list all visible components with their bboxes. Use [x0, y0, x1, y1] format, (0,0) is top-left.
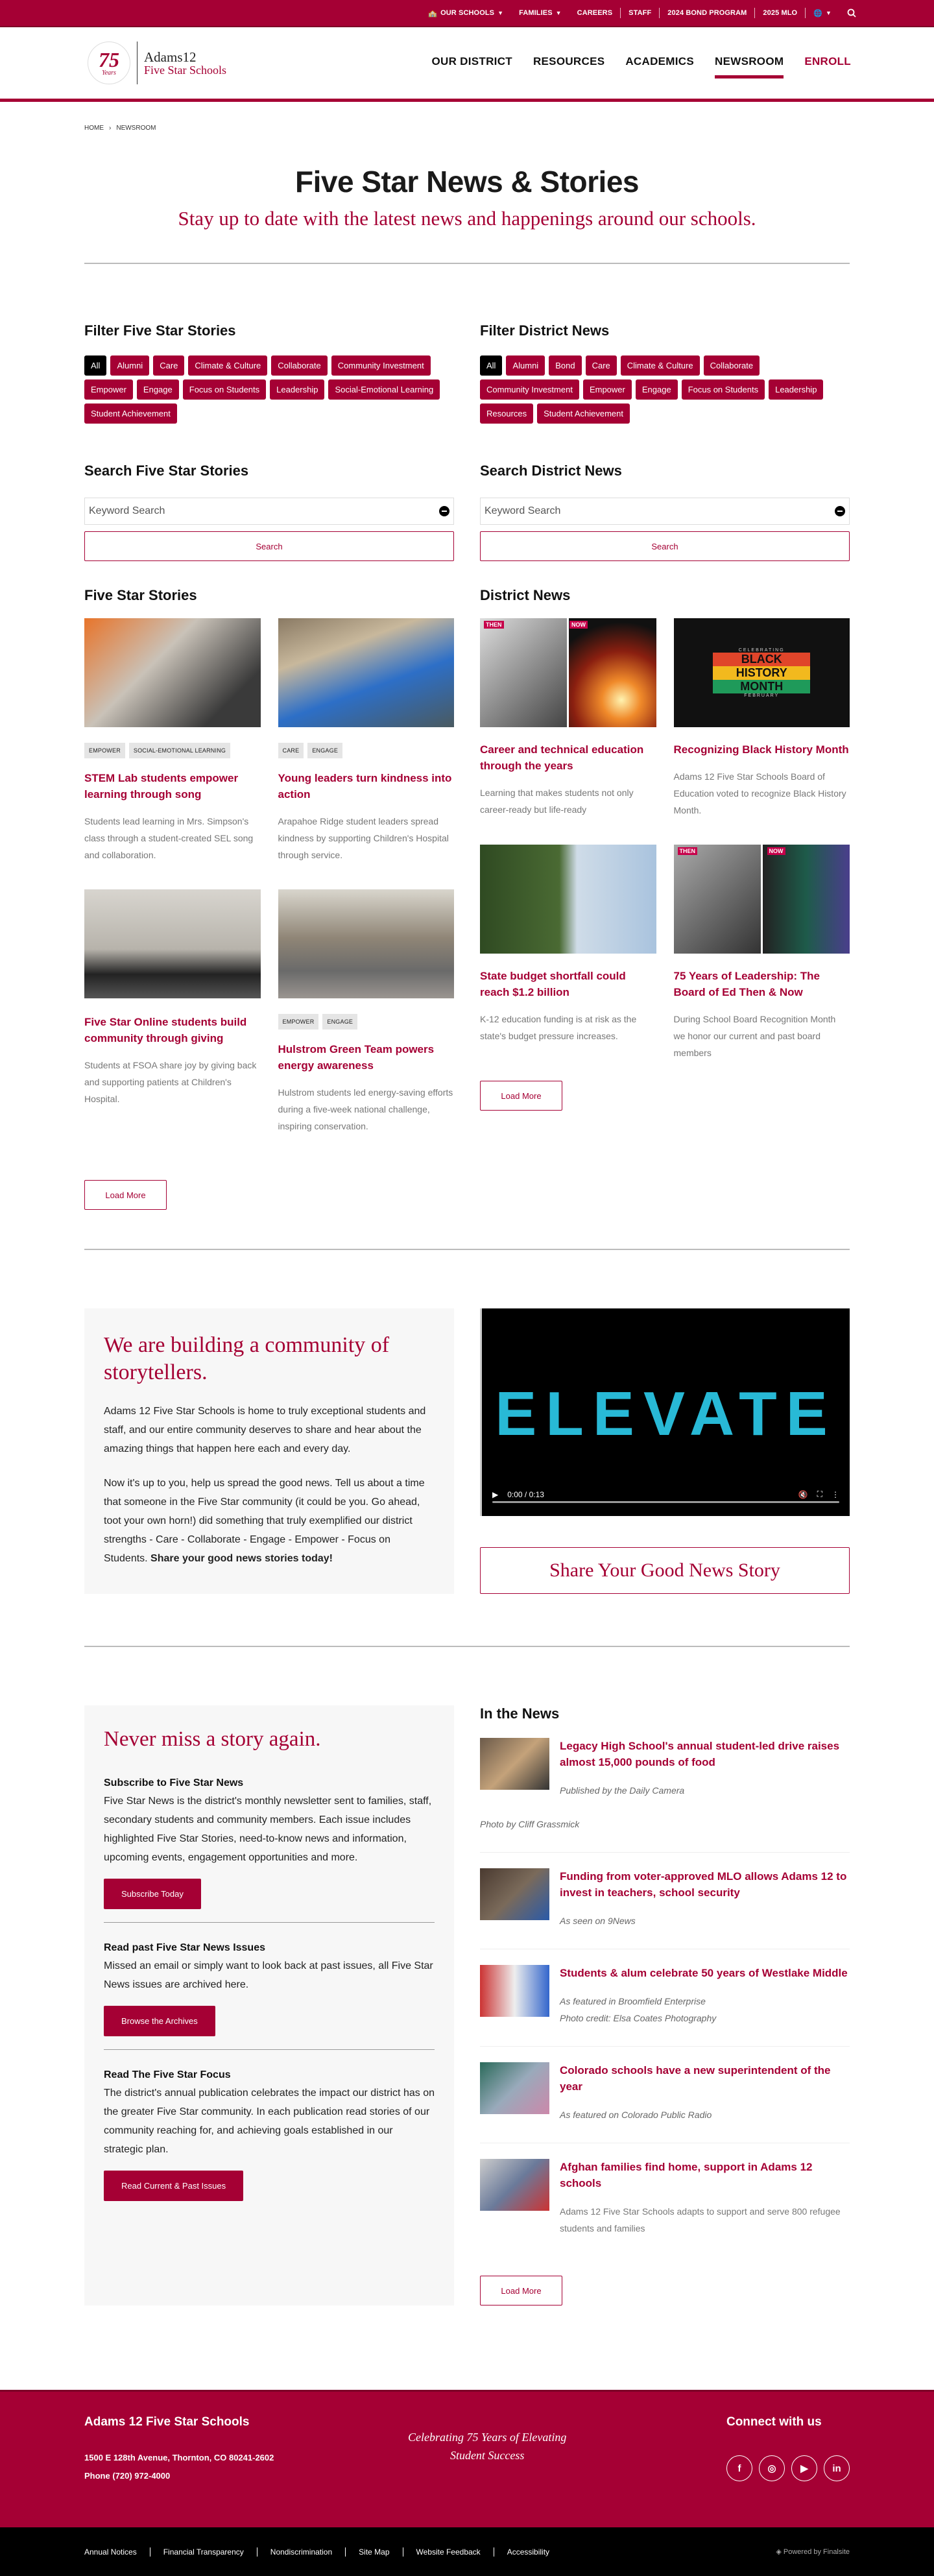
nav-resources[interactable]: RESOURCES [533, 55, 605, 67]
subscribe-button[interactable]: Subscribe Today [104, 1879, 201, 1909]
search-icon [847, 8, 856, 18]
breadcrumb [84, 125, 850, 132]
news-image: CELEBRATING BLACK HISTORY MONTH FEBRUARY [674, 618, 850, 727]
news-list-item[interactable] [480, 1722, 850, 1853]
footer-contact [84, 2415, 274, 2485]
topnav-bond-program[interactable]: 2024 BOND PROGRAM [667, 9, 747, 17]
clear-icon[interactable] [835, 506, 845, 516]
footer-phone[interactable]: Phone (720) 972-4000 [84, 2471, 171, 2481]
link-financial-transparency[interactable]: Financial Transparency [150, 2547, 257, 2557]
more-options-icon[interactable]: ⋮ [832, 1489, 839, 1499]
story-title[interactable]: Hulstrom Green Team powers energy awareness [278, 1043, 435, 1072]
chip-leadership[interactable]: Leadership [270, 379, 324, 400]
district-logo[interactable] [88, 42, 226, 84]
footer-bottom-bar [0, 2527, 934, 2576]
chevron-down-icon: ▼ [497, 10, 504, 16]
chip-student-achievement[interactable]: Student Achievement [84, 403, 177, 424]
subscribe-body: Five Star News is the district's monthly newsletter sent to families, staff, secondary students and community members. Each issue includes highlighted Five Star Stories, need-to-know news and information, upcoming events, engagement opportunities and more. [104, 1796, 432, 1863]
news-item-desc: Adams 12 Five Star Schools adapts to support and serve 800 refugee students and families [560, 2206, 841, 2233]
clear-icon[interactable] [439, 506, 449, 516]
chip-empower[interactable]: Empower [84, 379, 133, 400]
stories-search-input[interactable]: Keyword Search [84, 498, 454, 525]
link-site-map[interactable]: Site Map [345, 2547, 402, 2557]
news-thumbnail [480, 2062, 549, 2114]
video-controls [492, 1489, 839, 1499]
footer [0, 2390, 934, 2527]
news-desc: During School Board Recognition Month we honor our current and past board members [673, 1014, 836, 1058]
play-icon[interactable]: ▶ [492, 1489, 499, 1499]
then-badge: THEN [678, 847, 698, 855]
news-card[interactable] [674, 845, 850, 1061]
five-star-stories [84, 587, 454, 1210]
video-title-graphic: ELEVATE [495, 1379, 837, 1449]
news-image [480, 618, 656, 727]
story-title[interactable]: Young leaders turn kindness into action [278, 772, 452, 800]
story-desc: Hulstrom students led energy-saving efforts during a five-week national challenge, inspiring conservation. [278, 1087, 453, 1131]
topnav-staff[interactable]: STAFF [629, 9, 652, 17]
chip-all[interactable]: All [84, 355, 106, 376]
news-card[interactable] [674, 618, 850, 819]
instagram-icon[interactable]: ◎ [759, 2455, 785, 2481]
news-thumbnail [480, 1738, 549, 1790]
75-years-badge: 75 Years [88, 42, 130, 84]
news-card[interactable] [480, 618, 656, 819]
fullscreen-icon[interactable]: ⛶ [817, 1489, 822, 1499]
topnav-families[interactable]: FAMILIES ▼ [519, 9, 562, 17]
storytellers-panel [84, 1308, 454, 1594]
link-nondiscrimination[interactable]: Nondiscrimination [257, 2547, 345, 2557]
chip-student-achievement[interactable]: Student Achievement [537, 403, 630, 424]
story-card[interactable] [84, 889, 261, 1135]
filter-district-heading: Filter District News [480, 322, 610, 339]
chip-collaborate[interactable]: Collaborate [271, 355, 328, 376]
five-star-stories-heading: Five Star Stories [84, 587, 197, 603]
story-title[interactable]: STEM Lab students empower learning through song [84, 772, 239, 800]
chip-care[interactable]: Care [153, 355, 184, 376]
logo-line1: Adams12 [144, 49, 197, 65]
utility-bar [0, 0, 934, 27]
storytellers-p1: Adams 12 Five Star Schools is home to truly exceptional students and staff, and our entire community deserves to share and hear about the amazing things that happen here each and every day. [104, 1406, 426, 1454]
school-building-icon: 🏫 [428, 9, 438, 18]
news-item-source: As featured on Colorado Public Radio [560, 2110, 712, 2120]
stories-search-button[interactable]: Search [84, 531, 454, 561]
connect-heading: Connect with us [726, 2415, 822, 2429]
search-button[interactable] [839, 8, 864, 18]
storytellers-section [84, 1308, 850, 1594]
news-title[interactable]: Career and technical education through the years [480, 743, 644, 772]
archives-body: Missed an email or simply want to look back at past issues, all Five Star News issues are archived here. [104, 1960, 433, 1990]
browse-archives-button[interactable]: Browse the Archives [104, 2006, 215, 2036]
divider [84, 263, 850, 264]
chip-collaborate[interactable]: Collaborate [704, 355, 760, 376]
storytellers-p2: Now it's up to you, help us spread the good news. Tell us about a time that someone in the Five Star community (it could be you. Go ahead, toot your own horn!) did something that truly exemplified our district strengths - Care - Collaborate - Engage - Empower - Focus on Students. Share your good news stories today! [104, 1478, 425, 1564]
facebook-icon[interactable]: f [726, 2455, 752, 2481]
in-the-news-heading: In the News [480, 1705, 560, 1722]
news-title[interactable]: State budget shortfall could reach $1.2 billion [480, 970, 626, 998]
video-column [480, 1308, 850, 1594]
newsletter-panel [84, 1705, 454, 2305]
news-item-source: As seen on 9News [560, 1916, 636, 1926]
district-news-heading: District News [480, 587, 571, 603]
footer-links [84, 2547, 562, 2557]
chip-bond[interactable]: Bond [549, 355, 581, 376]
chip-all[interactable]: All [480, 355, 502, 376]
language-selector[interactable] [806, 9, 839, 18]
news-desc: Adams 12 Five Star Schools Board of Education voted to recognize Black History Month. [673, 771, 846, 815]
share-story-button[interactable]: Share Your Good News Story [480, 1547, 850, 1594]
powered-by[interactable]: ◈ Powered by Finalsite [776, 2548, 850, 2556]
chip-climate-culture[interactable]: Climate & Culture [621, 355, 700, 376]
focus-heading: Read The Five Star Focus [104, 2069, 231, 2080]
search-stories-heading: Search Five Star Stories [84, 463, 249, 479]
story-image [84, 618, 261, 727]
archives-heading: Read past Five Star News Issues [104, 1942, 265, 1953]
link-website-feedback[interactable]: Website Feedback [403, 2547, 494, 2557]
video-player[interactable] [480, 1308, 850, 1516]
chip-sel[interactable]: Social-Emotional Learning [328, 379, 440, 400]
district-news [480, 587, 850, 1210]
subscribe-heading: Subscribe to Five Star News [104, 1777, 244, 1788]
nav-newsroom[interactable]: NEWSROOM [715, 55, 784, 71]
globe-icon: 🌐 [813, 9, 822, 18]
finalsite-logo-icon: ◈ [776, 2548, 784, 2556]
tag[interactable]: EMPOWER [84, 743, 125, 758]
chip-leadership[interactable]: Leadership [769, 379, 823, 400]
news-list-item[interactable] [480, 1853, 850, 1949]
chip-engage[interactable]: Engage [137, 379, 179, 400]
storytellers-heading: We are building a community of storytellers. [104, 1333, 390, 1384]
news-item-source: Published by the Daily Camera [560, 1785, 685, 1796]
footer-tagline: Celebrating 75 Years of Elevating Student Success [408, 2431, 567, 2462]
news-item-source: As featured in Broomfield Enterprise Photo credit: Elsa Coates Photography [560, 1996, 717, 2023]
news-thumbnail [480, 1965, 549, 2017]
logo-divider [137, 42, 138, 84]
story-image [278, 889, 455, 998]
chip-alumni[interactable]: Alumni [506, 355, 545, 376]
logo-line2: Five Star Schools [144, 63, 227, 77]
photo-credit: Photo by Cliff Grassmick [480, 1819, 580, 1829]
district-search-input[interactable]: Keyword Search [480, 498, 850, 525]
chip-care[interactable]: Care [586, 355, 617, 376]
chip-climate-culture[interactable]: Climate & Culture [188, 355, 267, 376]
news-title[interactable]: 75 Years of Leadership: The Board of Ed Then & Now [673, 970, 820, 998]
site-header [0, 27, 934, 102]
story-card[interactable] [278, 889, 455, 1135]
stories-filter [84, 322, 454, 561]
newsletter-heading: Never miss a story again. [104, 1727, 321, 1751]
news-grid-section [84, 587, 850, 1210]
in-the-news [480, 1705, 850, 2305]
story-desc: Students lead learning in Mrs. Simpson's class through a student-created SEL song and collaboration. [84, 816, 254, 860]
news-card[interactable] [480, 845, 656, 1061]
footer-org-name: Adams 12 Five Star Schools [84, 2415, 250, 2429]
chip-engage[interactable]: Engage [636, 379, 678, 400]
district-filter [480, 322, 850, 561]
chip-empower[interactable]: Empower [583, 379, 632, 400]
news-title[interactable]: Recognizing Black History Month [673, 743, 849, 756]
newsletter-section [84, 1705, 850, 2305]
news-desc: Learning that makes students not only career-ready but life-ready [480, 788, 634, 815]
now-badge: NOW [767, 847, 785, 855]
stories-filter-chips [84, 355, 454, 424]
news-desc: K-12 education funding is at risk as the state's budget pressure increases. [480, 1014, 637, 1041]
divider [104, 1922, 435, 1923]
chip-community-investment[interactable]: Community Investment [480, 379, 579, 400]
news-list-item[interactable] [480, 2143, 850, 2256]
link-accessibility[interactable]: Accessibility [494, 2547, 562, 2557]
chevron-down-icon: ▼ [555, 10, 562, 16]
linkedin-icon[interactable]: in [824, 2455, 850, 2481]
youtube-icon[interactable]: ▶ [791, 2455, 817, 2481]
link-annual-notices[interactable]: Annual Notices [84, 2547, 137, 2557]
story-image [278, 618, 455, 727]
chevron-right-icon: › [109, 125, 112, 132]
story-card[interactable] [278, 618, 455, 863]
story-card[interactable] [84, 618, 261, 863]
tag[interactable]: SOCIAL-EMOTIONAL LEARNING [129, 743, 230, 758]
district-load-more-button[interactable]: Load More [480, 1081, 562, 1111]
district-search-button[interactable]: Search [480, 531, 850, 561]
page-hero [84, 164, 850, 230]
news-list-item[interactable] [480, 1949, 850, 2047]
page-subtitle: Stay up to date with the latest news and happenings around our schools. [178, 207, 756, 230]
news-item-title[interactable]: Students & alum celebrate 50 years of Westlake Middle [560, 1967, 848, 1979]
in-the-news-load-more-button[interactable]: Load More [480, 2276, 562, 2305]
footer-social [726, 2415, 850, 2485]
filters-section [84, 322, 850, 561]
news-item-title[interactable]: Colorado schools have a new superintendent of the year [560, 2064, 831, 2093]
focus-body: The district's annual publication celebrates the impact our district has on the greater Five Star community. In each publication read stories of our community reaching for, and achieving goals established in our strategic plan. [104, 2088, 435, 2155]
district-filter-chips [480, 355, 850, 424]
video-time: 0:00 / 0:13 [507, 1489, 544, 1499]
divider [104, 2049, 435, 2050]
filter-stories-heading: Filter Five Star Stories [84, 322, 236, 339]
tag[interactable]: ENGAGE [307, 743, 342, 758]
then-badge: THEN [484, 621, 504, 629]
topnav-careers[interactable]: CAREERS [577, 9, 613, 17]
tag[interactable]: CARE [278, 743, 304, 758]
nav-our-district[interactable]: OUR DISTRICT [431, 55, 512, 67]
video-progress-bar[interactable] [492, 1501, 839, 1503]
news-thumbnail [480, 1868, 549, 1920]
chevron-down-icon: ▼ [825, 10, 832, 16]
page-title: Five Star News & Stories [295, 165, 639, 199]
search-district-heading: Search District News [480, 463, 622, 479]
story-image [84, 889, 261, 998]
news-image [674, 845, 850, 954]
chip-alumni[interactable]: Alumni [110, 355, 149, 376]
chip-focus-on-students[interactable]: Focus on Students [183, 379, 266, 400]
news-item-title[interactable]: Afghan families find home, support in Adams 12 schools [560, 2161, 813, 2189]
story-title[interactable]: Five Star Online students build community through giving [84, 1016, 247, 1044]
news-item-title[interactable]: Funding from voter-approved MLO allows Adams 12 to invest in teachers, school security [560, 1870, 847, 1899]
breadcrumb-home[interactable]: HOME [84, 125, 104, 132]
news-list-item[interactable] [480, 2047, 850, 2143]
tag[interactable]: ENGAGE [322, 1014, 357, 1029]
stories-load-more-button[interactable]: Load More [84, 1180, 167, 1210]
news-image [480, 845, 656, 954]
divider [84, 1646, 850, 1647]
chip-focus-on-students[interactable]: Focus on Students [682, 379, 765, 400]
story-desc: Students at FSOA share joy by giving back and supporting patients at Children's Hospital. [84, 1060, 257, 1104]
story-desc: Arapahoe Ridge student leaders spread kindness by supporting Children's Hospital through service. [278, 816, 449, 860]
mute-icon[interactable]: 🔇 [798, 1489, 808, 1499]
chip-community-investment[interactable]: Community Investment [331, 355, 431, 376]
nav-enroll[interactable]: ENROLL [804, 55, 851, 67]
news-thumbnail [480, 2159, 549, 2211]
footer-address: 1500 E 128th Avenue, Thornton, CO 80241-2602 [84, 2453, 274, 2462]
divider [84, 1249, 850, 1250]
nav-academics[interactable]: ACADEMICS [625, 55, 695, 67]
topnav-mlo[interactable]: 2025 MLO [763, 9, 798, 17]
topnav-our-schools[interactable]: 🏫 OUR SCHOOLS ▼ [428, 9, 504, 18]
main-nav [431, 55, 851, 71]
read-issues-button[interactable]: Read Current & Past Issues [104, 2171, 243, 2201]
chip-resources[interactable]: Resources [480, 403, 533, 424]
breadcrumb-current: NEWSROOM [116, 125, 156, 132]
tag[interactable]: EMPOWER [278, 1014, 319, 1029]
news-item-title[interactable]: Legacy High School's annual student-led drive raises almost 15,000 pounds of food [560, 1740, 840, 1768]
now-badge: NOW [569, 621, 588, 629]
